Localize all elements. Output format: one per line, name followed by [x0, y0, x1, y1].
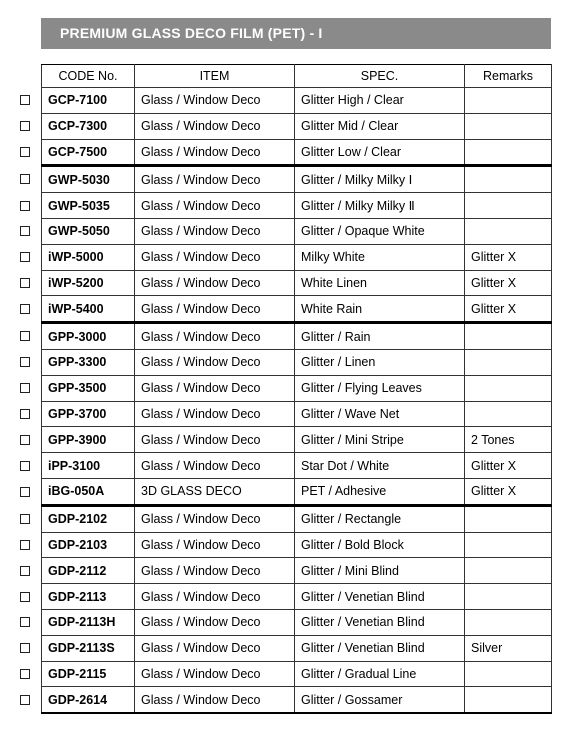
item-cell: Glass / Window Deco [135, 296, 295, 323]
table-row [42, 296, 552, 323]
item-cell: Glass / Window Deco [135, 349, 295, 375]
item-cell: Glass / Window Deco [135, 139, 295, 166]
item-cell: Glass / Window Deco [135, 505, 295, 532]
item-cell: Glass / Window Deco [135, 270, 295, 296]
spec-cell: White Rain [295, 296, 465, 323]
code-cell: GCP-7500 [42, 139, 135, 166]
code-cell: GDP-2113H [42, 609, 135, 635]
remarks-cell: Glitter X [465, 296, 552, 323]
remarks-cell [465, 401, 552, 427]
remarks-cell: 2 Tones [465, 427, 552, 453]
spec-cell: Glitter High / Clear [295, 88, 465, 114]
remarks-cell [465, 113, 552, 139]
spec-cell: Glitter / Rain [295, 323, 465, 350]
item-cell: Glass / Window Deco [135, 88, 295, 114]
remarks-cell: Glitter X [465, 244, 552, 270]
table-row [42, 323, 552, 350]
spec-cell: White Linen [295, 270, 465, 296]
table-row [42, 401, 552, 427]
table-row [42, 661, 552, 687]
row-checkbox[interactable] [20, 669, 30, 679]
code-cell: iBG-050A [42, 478, 135, 505]
remarks-cell [465, 584, 552, 610]
page-title: PREMIUM GLASS DECO FILM (PET) - I [60, 25, 323, 41]
row-checkbox[interactable] [20, 252, 30, 262]
remarks-cell: Glitter X [465, 478, 552, 505]
item-cell: Glass / Window Deco [135, 166, 295, 193]
table-row [42, 166, 552, 193]
remarks-cell [465, 609, 552, 635]
header-spec: SPEC. [295, 65, 465, 88]
code-cell: GWP-5050 [42, 218, 135, 244]
table-row [42, 113, 552, 139]
code-cell: GWP-5035 [42, 193, 135, 219]
row-checkbox[interactable] [20, 461, 30, 471]
remarks-cell [465, 687, 552, 713]
row-checkbox[interactable] [20, 121, 30, 131]
spec-cell: Glitter / Flying Leaves [295, 375, 465, 401]
row-checkbox[interactable] [20, 487, 30, 497]
row-checkbox[interactable] [20, 643, 30, 653]
remarks-cell [465, 193, 552, 219]
remarks-cell [465, 323, 552, 350]
title-bar [41, 18, 551, 49]
code-cell: iWP-5200 [42, 270, 135, 296]
remarks-cell [465, 166, 552, 193]
remarks-cell [465, 88, 552, 114]
table-row [42, 427, 552, 453]
code-cell: GWP-5030 [42, 166, 135, 193]
spec-cell: Glitter / Rectangle [295, 505, 465, 532]
table-row [42, 609, 552, 635]
item-cell: Glass / Window Deco [135, 113, 295, 139]
item-cell: Glass / Window Deco [135, 218, 295, 244]
row-checkbox[interactable] [20, 201, 30, 211]
spec-cell: Glitter Low / Clear [295, 139, 465, 166]
code-cell: GDP-2102 [42, 505, 135, 532]
item-cell: Glass / Window Deco [135, 323, 295, 350]
item-cell: Glass / Window Deco [135, 635, 295, 661]
code-cell: iWP-5400 [42, 296, 135, 323]
table-row [42, 244, 552, 270]
table-row [42, 375, 552, 401]
item-cell: Glass / Window Deco [135, 687, 295, 713]
spec-cell: Glitter / Wave Net [295, 401, 465, 427]
spec-cell: Glitter / Mini Stripe [295, 427, 465, 453]
header-remarks: Remarks [465, 65, 552, 88]
row-checkbox[interactable] [20, 514, 30, 524]
table-row [42, 558, 552, 584]
spec-cell: Glitter / Opaque White [295, 218, 465, 244]
code-cell: GDP-2614 [42, 687, 135, 713]
code-cell: GPP-3700 [42, 401, 135, 427]
code-cell: GCP-7300 [42, 113, 135, 139]
header-code: CODE No. [42, 65, 135, 88]
code-cell: GDP-2103 [42, 532, 135, 558]
spec-cell: Glitter Mid / Clear [295, 113, 465, 139]
table-row [42, 453, 552, 479]
table-row [42, 193, 552, 219]
item-cell: Glass / Window Deco [135, 193, 295, 219]
item-cell: Glass / Window Deco [135, 609, 295, 635]
table-row [42, 349, 552, 375]
code-cell: GDP-2113 [42, 584, 135, 610]
remarks-cell [465, 558, 552, 584]
row-checkbox[interactable] [20, 540, 30, 550]
spec-cell: Glitter / Milky Milky Ⅱ [295, 193, 465, 219]
item-cell: Glass / Window Deco [135, 558, 295, 584]
remarks-cell [465, 218, 552, 244]
code-cell: GPP-3300 [42, 349, 135, 375]
remarks-cell [465, 375, 552, 401]
spec-cell: Glitter / Venetian Blind [295, 609, 465, 635]
row-checkbox[interactable] [20, 174, 30, 184]
remarks-cell [465, 349, 552, 375]
item-cell: Glass / Window Deco [135, 532, 295, 558]
spec-cell: Glitter / Bold Block [295, 532, 465, 558]
table-row [42, 218, 552, 244]
row-checkbox[interactable] [20, 95, 30, 105]
row-checkbox[interactable] [20, 592, 30, 602]
code-cell: GCP-7100 [42, 88, 135, 114]
spec-cell: Glitter / Gradual Line [295, 661, 465, 687]
product-table [41, 64, 552, 714]
row-checkbox[interactable] [20, 409, 30, 419]
code-cell: GPP-3900 [42, 427, 135, 453]
item-cell: Glass / Window Deco [135, 453, 295, 479]
row-checkbox[interactable] [20, 278, 30, 288]
spec-cell: PET / Adhesive [295, 478, 465, 505]
item-cell: Glass / Window Deco [135, 375, 295, 401]
spec-cell: Glitter / Mini Blind [295, 558, 465, 584]
item-cell: Glass / Window Deco [135, 244, 295, 270]
remarks-cell [465, 661, 552, 687]
code-cell: GDP-2113S [42, 635, 135, 661]
row-checkbox[interactable] [20, 147, 30, 157]
table-row [42, 505, 552, 532]
code-cell: GDP-2115 [42, 661, 135, 687]
remarks-cell: Glitter X [465, 270, 552, 296]
row-checkbox[interactable] [20, 304, 30, 314]
spec-cell: Glitter / Gossamer [295, 687, 465, 713]
table-row [42, 584, 552, 610]
header-item: ITEM [135, 65, 295, 88]
row-checkbox[interactable] [20, 226, 30, 236]
code-cell: iPP-3100 [42, 453, 135, 479]
table-body [42, 88, 552, 714]
table-row [42, 687, 552, 713]
row-checkbox[interactable] [20, 566, 30, 576]
code-cell: GPP-3500 [42, 375, 135, 401]
spec-cell: Glitter / Venetian Blind [295, 584, 465, 610]
table-row [42, 635, 552, 661]
row-checkbox[interactable] [20, 383, 30, 393]
remarks-cell: Silver [465, 635, 552, 661]
header-row [42, 65, 552, 88]
table-row [42, 532, 552, 558]
row-checkbox[interactable] [20, 695, 30, 705]
item-cell: Glass / Window Deco [135, 427, 295, 453]
table-row [42, 270, 552, 296]
code-cell: GPP-3000 [42, 323, 135, 350]
table-row [42, 139, 552, 166]
row-checkbox[interactable] [20, 435, 30, 445]
spec-cell: Glitter / Milky Milky Ⅰ [295, 166, 465, 193]
item-cell: Glass / Window Deco [135, 584, 295, 610]
spec-cell: Milky White [295, 244, 465, 270]
code-cell: GDP-2112 [42, 558, 135, 584]
spec-cell: Glitter / Linen [295, 349, 465, 375]
code-cell: iWP-5000 [42, 244, 135, 270]
remarks-cell: Glitter X [465, 453, 552, 479]
remarks-cell [465, 505, 552, 532]
table-row [42, 478, 552, 505]
row-checkbox[interactable] [20, 331, 30, 341]
table-row [42, 88, 552, 114]
item-cell: Glass / Window Deco [135, 661, 295, 687]
row-checkbox[interactable] [20, 357, 30, 367]
item-cell: Glass / Window Deco [135, 401, 295, 427]
spec-cell: Glitter / Venetian Blind [295, 635, 465, 661]
spec-cell: Star Dot / White [295, 453, 465, 479]
row-checkbox[interactable] [20, 617, 30, 627]
item-cell: 3D GLASS DECO [135, 478, 295, 505]
remarks-cell [465, 532, 552, 558]
remarks-cell [465, 139, 552, 166]
